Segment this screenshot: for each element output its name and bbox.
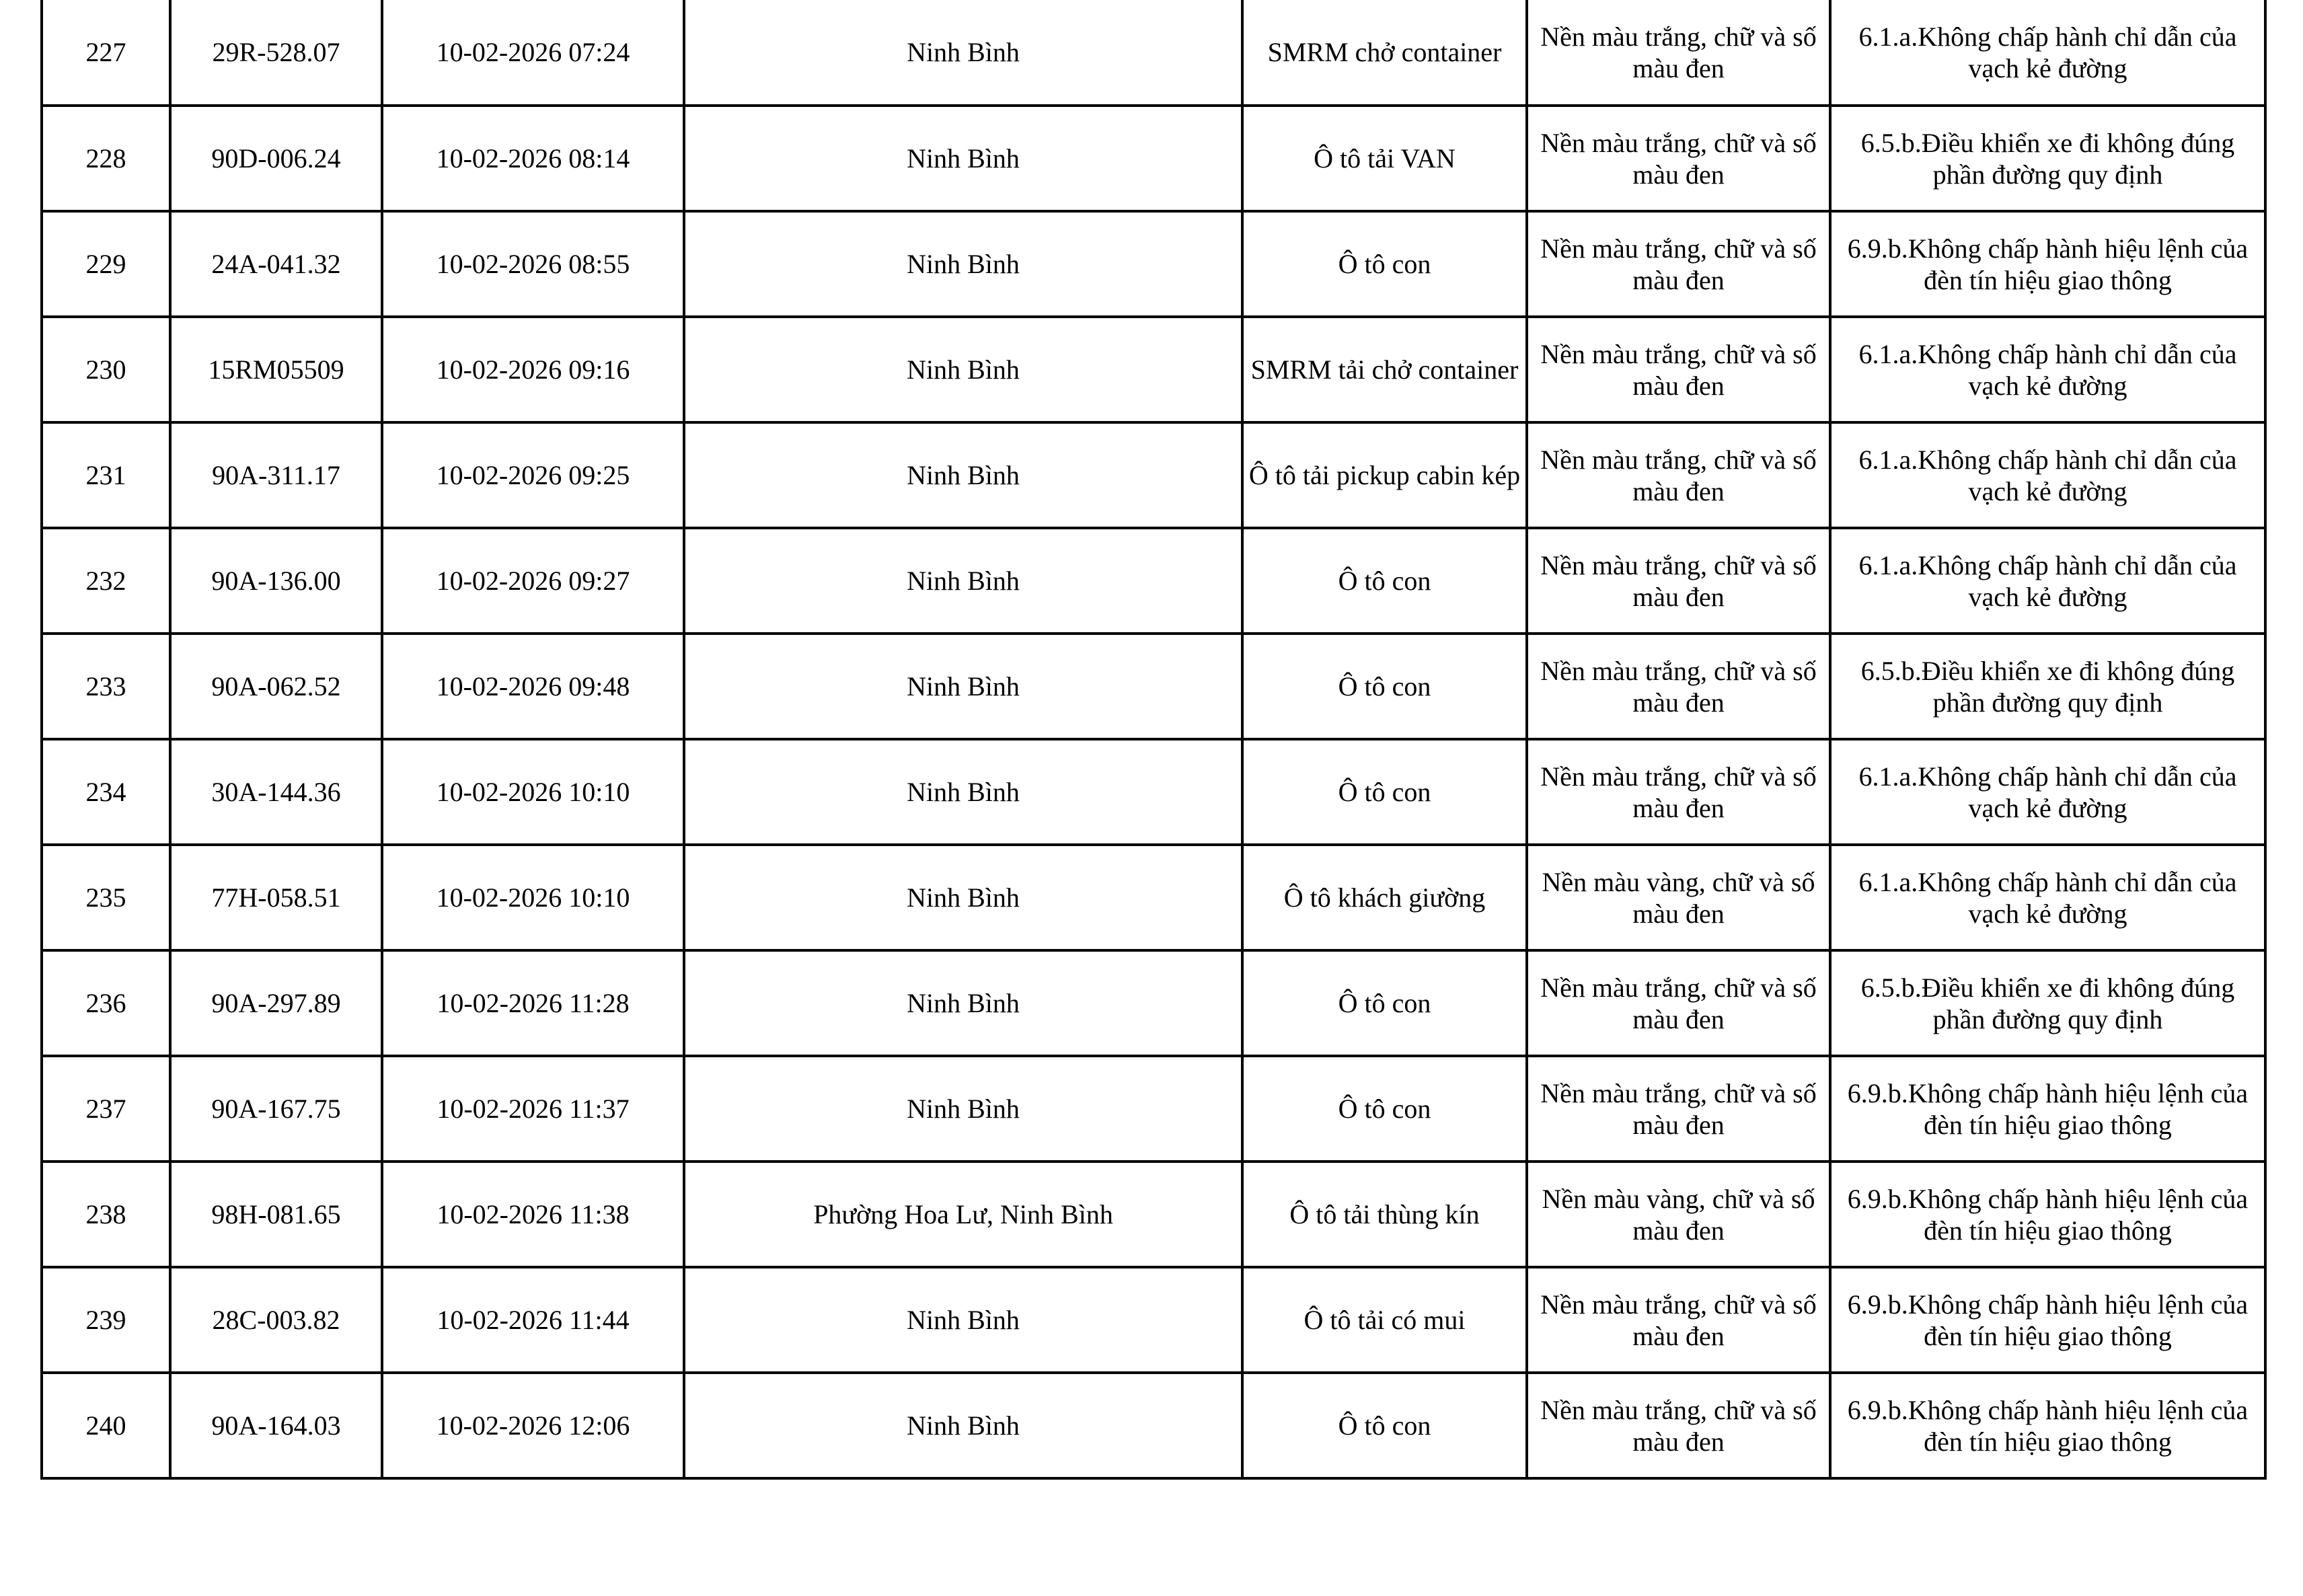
plate-color-cell: Nền màu trắng, chữ và số màu đen <box>1527 106 1830 211</box>
violation-time-cell: 10-02-2026 07:24 <box>382 0 684 106</box>
location-cell: Ninh Bình <box>684 422 1242 528</box>
violation-time-cell: 10-02-2026 11:28 <box>382 950 684 1056</box>
row-number-cell: 238 <box>42 1162 170 1267</box>
vehicle-type-cell: Ô tô khách giường <box>1242 845 1527 950</box>
violation-description-cell: 6.1.a.Không chấp hành chỉ dẫn của vạch kẻ đường <box>1830 422 2265 528</box>
location-cell: Ninh Bình <box>684 1373 1242 1478</box>
license-plate-cell: 98H-081.65 <box>170 1162 382 1267</box>
plate-color-cell: Nền màu trắng, chữ và số màu đen <box>1527 950 1830 1056</box>
table-row <box>42 1056 2265 1162</box>
location-cell: Ninh Bình <box>684 0 1242 106</box>
license-plate-cell: 28C-003.82 <box>170 1267 382 1373</box>
license-plate-cell: 24A-041.32 <box>170 211 382 317</box>
violation-description-cell: 6.1.a.Không chấp hành chỉ dẫn của vạch kẻ đường <box>1830 845 2265 950</box>
violation-description-cell: 6.9.b.Không chấp hành hiệu lệnh của đèn tín hiệu giao thông <box>1830 1056 2265 1162</box>
row-number-cell: 231 <box>42 422 170 528</box>
license-plate-cell: 29R-528.07 <box>170 0 382 106</box>
vehicle-type-cell: Ô tô con <box>1242 528 1527 634</box>
table-row <box>42 317 2265 422</box>
table-row <box>42 1373 2265 1478</box>
violation-description-cell: 6.9.b.Không chấp hành hiệu lệnh của đèn tín hiệu giao thông <box>1830 1162 2265 1267</box>
violation-time-cell: 10-02-2026 08:55 <box>382 211 684 317</box>
vehicle-type-cell: Ô tô con <box>1242 211 1527 317</box>
table-row <box>42 739 2265 845</box>
plate-color-cell: Nền màu trắng, chữ và số màu đen <box>1527 1267 1830 1373</box>
license-plate-cell: 15RM05509 <box>170 317 382 422</box>
location-cell: Ninh Bình <box>684 211 1242 317</box>
table-row <box>42 1162 2265 1267</box>
vehicle-type-cell: Ô tô con <box>1242 1373 1527 1478</box>
violation-description-cell: 6.9.b.Không chấp hành hiệu lệnh của đèn tín hiệu giao thông <box>1830 1267 2265 1373</box>
license-plate-cell: 90A-297.89 <box>170 950 382 1056</box>
row-number-cell: 236 <box>42 950 170 1056</box>
location-cell: Ninh Bình <box>684 528 1242 634</box>
vehicle-type-cell: Ô tô con <box>1242 739 1527 845</box>
plate-color-cell: Nền màu trắng, chữ và số màu đen <box>1527 0 1830 106</box>
license-plate-cell: 90A-164.03 <box>170 1373 382 1478</box>
violation-time-cell: 10-02-2026 08:14 <box>382 106 684 211</box>
row-number-cell: 227 <box>42 0 170 106</box>
plate-color-cell: Nền màu vàng, chữ và số màu đen <box>1527 1162 1830 1267</box>
table-row <box>42 634 2265 739</box>
plate-color-cell: Nền màu trắng, chữ và số màu đen <box>1527 528 1830 634</box>
violation-time-cell: 10-02-2026 09:16 <box>382 317 684 422</box>
plate-color-cell: Nền màu vàng, chữ và số màu đen <box>1527 845 1830 950</box>
location-cell: Ninh Bình <box>684 317 1242 422</box>
location-cell: Ninh Bình <box>684 106 1242 211</box>
plate-color-cell: Nền màu trắng, chữ và số màu đen <box>1527 634 1830 739</box>
vehicle-type-cell: Ô tô tải thùng kín <box>1242 1162 1527 1267</box>
license-plate-cell: 90A-311.17 <box>170 422 382 528</box>
row-number-cell: 232 <box>42 528 170 634</box>
license-plate-cell: 90A-167.75 <box>170 1056 382 1162</box>
vehicle-type-cell: Ô tô con <box>1242 634 1527 739</box>
vehicle-type-cell: Ô tô con <box>1242 950 1527 1056</box>
violation-description-cell: 6.5.b.Điều khiển xe đi không đúng phần đường quy định <box>1830 106 2265 211</box>
table-row <box>42 1267 2265 1373</box>
row-number-cell: 229 <box>42 211 170 317</box>
violations-table <box>40 0 2267 1480</box>
location-cell: Ninh Bình <box>684 634 1242 739</box>
row-number-cell: 228 <box>42 106 170 211</box>
license-plate-cell: 77H-058.51 <box>170 845 382 950</box>
row-number-cell: 233 <box>42 634 170 739</box>
violation-description-cell: 6.9.b.Không chấp hành hiệu lệnh của đèn tín hiệu giao thông <box>1830 211 2265 317</box>
license-plate-cell: 30A-144.36 <box>170 739 382 845</box>
vehicle-type-cell: Ô tô tải pickup cabin kép <box>1242 422 1527 528</box>
license-plate-cell: 90D-006.24 <box>170 106 382 211</box>
table-row <box>42 845 2265 950</box>
vehicle-type-cell: Ô tô tải có mui <box>1242 1267 1527 1373</box>
row-number-cell: 230 <box>42 317 170 422</box>
vehicle-type-cell: SMRM tải chở container <box>1242 317 1527 422</box>
violation-description-cell: 6.5.b.Điều khiển xe đi không đúng phần đường quy định <box>1830 634 2265 739</box>
violation-time-cell: 10-02-2026 09:25 <box>382 422 684 528</box>
table-row <box>42 0 2265 106</box>
plate-color-cell: Nền màu trắng, chữ và số màu đen <box>1527 1056 1830 1162</box>
violation-time-cell: 10-02-2026 11:44 <box>382 1267 684 1373</box>
row-number-cell: 234 <box>42 739 170 845</box>
row-number-cell: 239 <box>42 1267 170 1373</box>
violation-time-cell: 10-02-2026 11:38 <box>382 1162 684 1267</box>
vehicle-type-cell: Ô tô con <box>1242 1056 1527 1162</box>
table-row <box>42 106 2265 211</box>
violation-description-cell: 6.1.a.Không chấp hành chỉ dẫn của vạch kẻ đường <box>1830 739 2265 845</box>
plate-color-cell: Nền màu trắng, chữ và số màu đen <box>1527 739 1830 845</box>
table-row <box>42 528 2265 634</box>
license-plate-cell: 90A-136.00 <box>170 528 382 634</box>
vehicle-type-cell: SMRM chở container <box>1242 0 1527 106</box>
violation-time-cell: 10-02-2026 09:27 <box>382 528 684 634</box>
table-row <box>42 422 2265 528</box>
table-body <box>42 0 2265 1478</box>
violation-description-cell: 6.1.a.Không chấp hành chỉ dẫn của vạch kẻ đường <box>1830 528 2265 634</box>
location-cell: Ninh Bình <box>684 1056 1242 1162</box>
location-cell: Ninh Bình <box>684 845 1242 950</box>
plate-color-cell: Nền màu trắng, chữ và số màu đen <box>1527 422 1830 528</box>
violation-time-cell: 10-02-2026 10:10 <box>382 845 684 950</box>
violation-description-cell: 6.1.a.Không chấp hành chỉ dẫn của vạch kẻ đường <box>1830 0 2265 106</box>
location-cell: Ninh Bình <box>684 950 1242 1056</box>
plate-color-cell: Nền màu trắng, chữ và số màu đen <box>1527 211 1830 317</box>
violation-time-cell: 10-02-2026 11:37 <box>382 1056 684 1162</box>
violation-time-cell: 10-02-2026 12:06 <box>382 1373 684 1478</box>
plate-color-cell: Nền màu trắng, chữ và số màu đen <box>1527 1373 1830 1478</box>
violation-description-cell: 6.9.b.Không chấp hành hiệu lệnh của đèn tín hiệu giao thông <box>1830 1373 2265 1478</box>
violation-description-cell: 6.5.b.Điều khiển xe đi không đúng phần đường quy định <box>1830 950 2265 1056</box>
table-row <box>42 211 2265 317</box>
plate-color-cell: Nền màu trắng, chữ và số màu đen <box>1527 317 1830 422</box>
violation-description-cell: 6.1.a.Không chấp hành chỉ dẫn của vạch kẻ đường <box>1830 317 2265 422</box>
row-number-cell: 237 <box>42 1056 170 1162</box>
row-number-cell: 240 <box>42 1373 170 1478</box>
table-row <box>42 950 2265 1056</box>
location-cell: Ninh Bình <box>684 739 1242 845</box>
location-cell: Phường Hoa Lư, Ninh Bình <box>684 1162 1242 1267</box>
violation-time-cell: 10-02-2026 10:10 <box>382 739 684 845</box>
location-cell: Ninh Bình <box>684 1267 1242 1373</box>
license-plate-cell: 90A-062.52 <box>170 634 382 739</box>
row-number-cell: 235 <box>42 845 170 950</box>
vehicle-type-cell: Ô tô tải VAN <box>1242 106 1527 211</box>
violation-time-cell: 10-02-2026 09:48 <box>382 634 684 739</box>
